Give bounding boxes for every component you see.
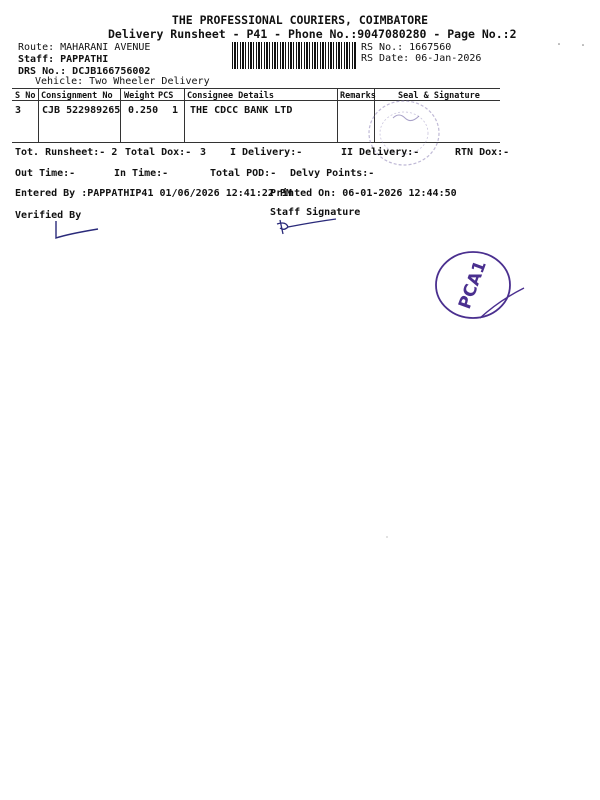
runsheet-subtitle: Delivery Runsheet - P41 - Phone No.:9047080280 - Page No.:2 [108,27,517,41]
in-time: In Time:- [114,168,169,179]
rtn-dox: RTN Dox:- [455,147,510,158]
delvy-points: Delvy Points:- [290,168,375,179]
total-dox-value: 3 [200,147,207,158]
header-remarks: Remarks [340,91,376,101]
total-dox-label: Total Dox:- [125,147,192,158]
vehicle-label: Vehicle: Two Wheeler Delivery [35,76,210,87]
header-sno: S No [15,91,36,101]
staff-label: Staff: PAPPATHI [18,54,109,65]
staff-signature-label: Staff Signature [270,207,361,218]
header-consignment: Consignment No [41,91,113,101]
i-delivery: I Delivery:- [230,147,303,158]
total-runsheet: Tot. Runsheet:- 2 [15,147,118,158]
route-label: Route: MAHARANI AVENUE [18,42,151,53]
entered-by: Entered By :PAPPATHIP41 01/06/2026 12:41:22 PM [15,188,292,199]
out-time: Out Time:- [15,168,76,179]
header-weight: Weight [124,91,155,101]
stamp-text: PCA1 [455,258,491,312]
row-weight: 0.250 [128,105,159,116]
header-pcs: PCS [158,91,174,101]
row-consignee: THE CDCC BANK LTD [190,105,293,116]
row-pcs: 1 [172,105,179,116]
row-sno: 3 [15,105,22,116]
rs-number: RS No.: 1667560 [361,42,452,53]
company-title: THE PROFESSIONAL COURIERS, COIMBATORE [171,13,429,27]
header-seal: Seal & Signature [398,91,480,101]
printed-on: Printed On: 06-01-2026 12:44:50 [270,188,457,199]
drs-label: DRS No.: DCJB166756002 [18,66,151,77]
ii-delivery: II Delivery:- [341,147,420,158]
row-consignment: CJB 522989265 [42,105,121,116]
verified-by-label: Verified By [15,210,82,221]
rs-date: RS Date: 06-Jan-2026 [361,53,482,64]
header-consignee: Consignee Details [187,91,274,101]
total-pod: Total POD:- [210,168,277,179]
